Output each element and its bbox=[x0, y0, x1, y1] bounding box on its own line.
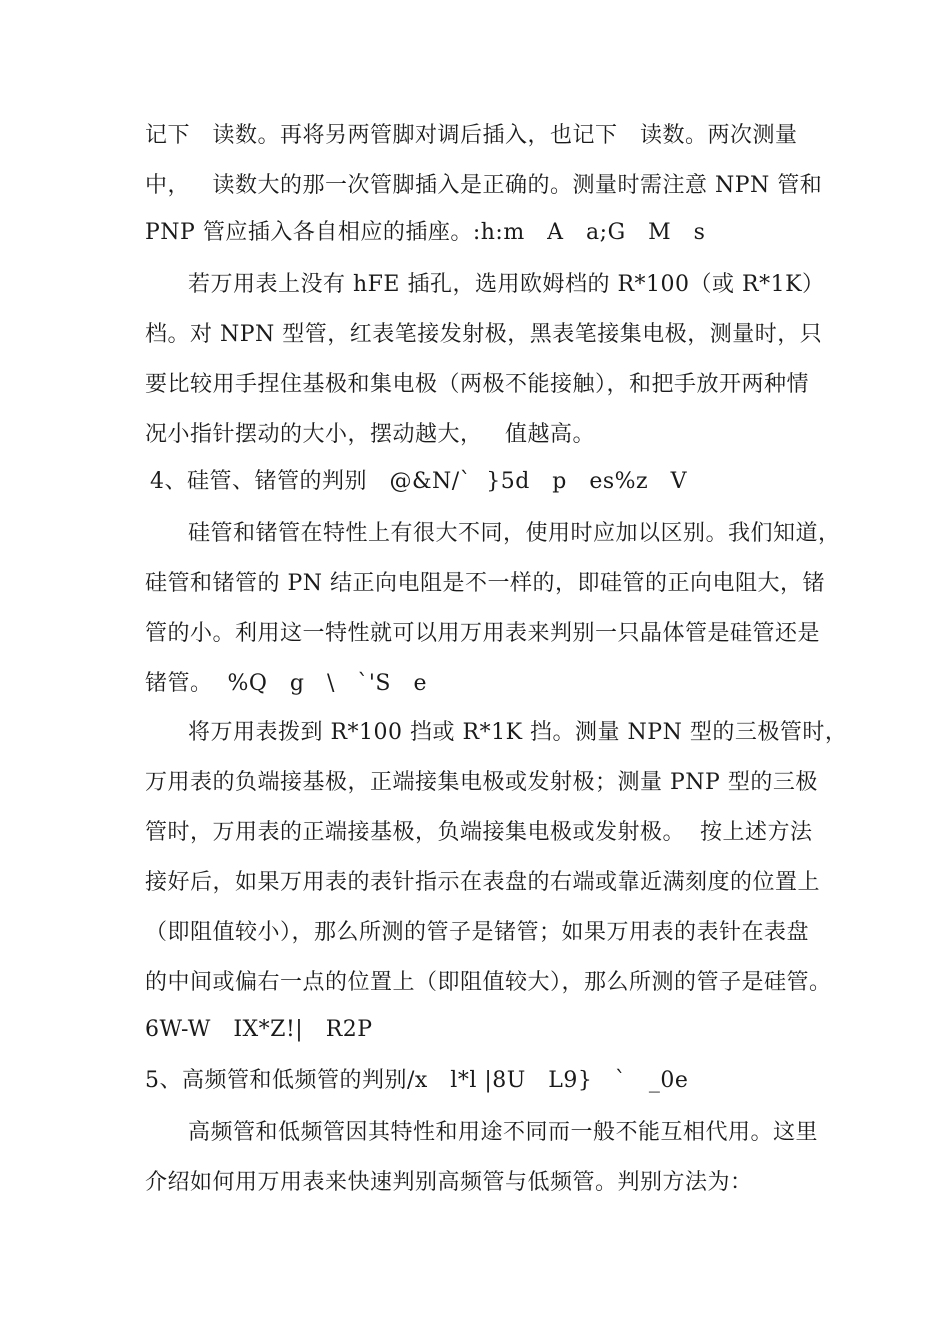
text-line: 高频管和低频管因其特性和用途不同而一般不能互相代用。这里 bbox=[188, 1120, 819, 1145]
text-line: 硅管和锗管的 PN 结正向电阻是不一样的，即硅管的正向电阻大，锗 bbox=[145, 571, 826, 596]
text-line: PNP 管应插入各自相应的插座。:h:m A a;G M s bbox=[145, 220, 706, 245]
section-heading: 5、高频管和低频管的判别/x l*l |8U L9} ` _0e bbox=[145, 1068, 689, 1093]
text-line: 管时，万用表的正端接基极，负端接集电极或发射极。 按上述方法 bbox=[145, 820, 813, 845]
text-line: 若万用表上没有 hFE 插孔，选用欧姆档的 R*100（或 R*1K） bbox=[188, 272, 825, 297]
text-line: 的中间或偏右一点的位置上（即阻值较大），那么所测的管子是硅管。 bbox=[145, 970, 832, 995]
text-line: 硅管和锗管在特性上有很大不同，使用时应加以区别。我们知道， bbox=[188, 521, 841, 546]
text-line: 中， 读数大的那一次管脚插入是正确的。测量时需注意 NPN 管和 bbox=[145, 173, 823, 198]
text-line: 万用表的负端接基极，正端接集电极或发射极；测量 PNP 型的三极 bbox=[145, 770, 818, 795]
text-line: 将万用表拨到 R*100 挡或 R*1K 挡。测量 NPN 型的三极管时， bbox=[188, 720, 848, 745]
section-heading: 4、硅管、锗管的判别 @&N/` }5d p es%z V bbox=[150, 469, 687, 494]
text-line: 介绍如何用万用表来快速判别高频管与低频管。判别方法为： bbox=[145, 1170, 753, 1195]
text-line: 管的小。利用这一特性就可以用万用表来判别一只晶体管是硅管还是 bbox=[145, 621, 821, 646]
text-line: 锗管。 %Q g \ `'S e bbox=[145, 671, 427, 696]
text-line: 接好后，如果万用表的表针指示在表盘的右端或靠近满刻度的位置上 bbox=[145, 870, 821, 895]
text-line: 要比较用手捏住基极和集电极（两极不能接触），和把手放开两种情 bbox=[145, 372, 810, 397]
text-line: 6W-W IX*Z!| R2P bbox=[145, 1017, 373, 1042]
text-line: 记下 读数。再将另两管脚对调后插入，也记下 读数。两次测量 bbox=[145, 123, 798, 148]
text-line: （即阻值较小），那么所测的管子是锗管；如果万用表的表针在表盘 bbox=[145, 920, 810, 945]
text-line: 档。对 NPN 型管，红表笔接发射极，黑表笔接集电极，测量时，只 bbox=[145, 322, 823, 347]
text-line: 况小指针摆动的大小，摆动越大， 值越高。 bbox=[145, 422, 595, 447]
